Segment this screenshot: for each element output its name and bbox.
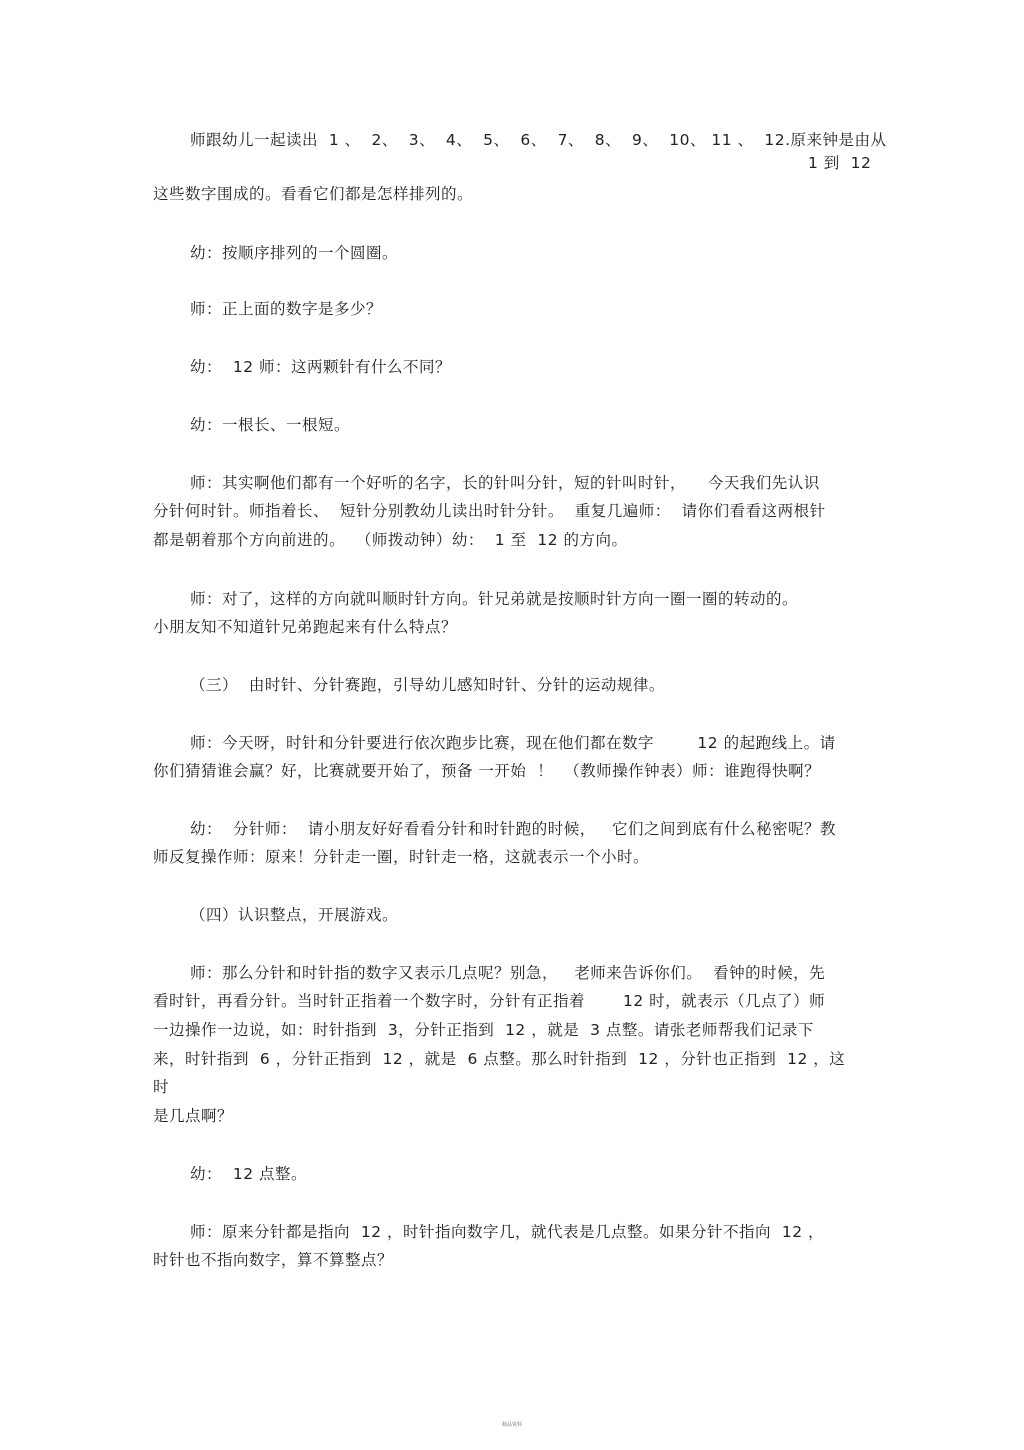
text-line: 看时针，再看分针。当时针正指着一个数字时，分针有正指着 12 时，就表示（几点了）师 — [153, 992, 826, 1010]
text-line: 师：那么分针和时针指的数字又表示几点呢？别急， 老师来告诉你们。 看钟的时候，先 — [190, 964, 826, 982]
text-line: 都是朝着那个方向前进的。 （师拨动钟）幼： 1 至 12 的方向。 — [153, 531, 628, 549]
text-line: 师：今天呀，时针和分针要进行依次跑步比赛，现在他们都在数字 12 的起跑线上。请 — [190, 734, 836, 752]
text-line: 师：对了，这样的方向就叫顺时针方向。针兄弟就是按顺时针方向一圈一圈的转动的。 — [190, 590, 799, 608]
text-line: 你们猜猜谁会赢？好，比赛就要开始了，预备 一开始 ！ （教师操作钟表）师：谁跑得快啊？ — [153, 762, 821, 780]
text-line: 师跟幼儿一起读出 1 、 2、 3、 4、 5、 6、 7、 8、 9、 10、 11 、 12.原来钟是由从 — [190, 131, 887, 149]
text-line: 师：其实啊他们都有一个好听的名字，长的针叫分针，短的针叫时针， 今天我们先认识 — [190, 474, 820, 492]
section-heading: （三） 由时针、分针赛跑，引导幼儿感知时针、分针的运动规律。 — [190, 676, 665, 694]
text-line: 师：正上面的数字是多少？ — [190, 300, 383, 318]
text-line: 小朋友知不知道针兄弟跑起来有什么特点？ — [153, 618, 458, 636]
text-line: 这些数字围成的。看看它们都是怎样排列的。 — [153, 185, 474, 203]
text-line: 分针何时针。师指着长、 短针分别教幼儿读出时针分针。 重复几遍师： 请你们看看这两根针 — [153, 502, 826, 520]
page-footer: 精品资料 — [501, 1422, 522, 1428]
text-line: 师：原来分针都是指向 12 ，时针指向数字几，就代表是几点整。如果分针不指向 12 ， — [190, 1223, 825, 1241]
text-line: 幼：一根长、一根短。 — [190, 416, 351, 434]
section-heading: （四）认识整点，开展游戏。 — [190, 906, 399, 924]
text-line: 师反复操作师：原来！分针走一圈，时针走一格，这就表示一个小时。 — [153, 848, 650, 866]
text-line: 1 到 12 — [808, 154, 872, 172]
text-line: 时 — [153, 1078, 170, 1096]
text-line: 来，时针指到 6 ，分针正指到 12 ，就是 6 点整。那么时针指到 12 ，分针也正指到 12 ，这 — [153, 1050, 846, 1068]
text-line: 幼：按顺序排列的一个圆圈。 — [190, 244, 399, 262]
text-line: 时针也不指向数字，算不算整点？ — [153, 1251, 394, 1269]
text-line: 是几点啊？ — [153, 1107, 234, 1125]
text-line: 幼： 12 师：这两颗针有什么不同？ — [190, 358, 452, 376]
text-line: 一边操作一边说，如：时针指到 3，分针正指到 12 ，就是 3 点整。请张老师帮我们记录下 — [153, 1021, 814, 1039]
text-line: 幼： 12 点整。 — [190, 1165, 308, 1183]
text-line: 幼： 分针师： 请小朋友好好看看分针和时针跑的时候， 它们之间到底有什么秘密呢？教 — [190, 820, 836, 838]
